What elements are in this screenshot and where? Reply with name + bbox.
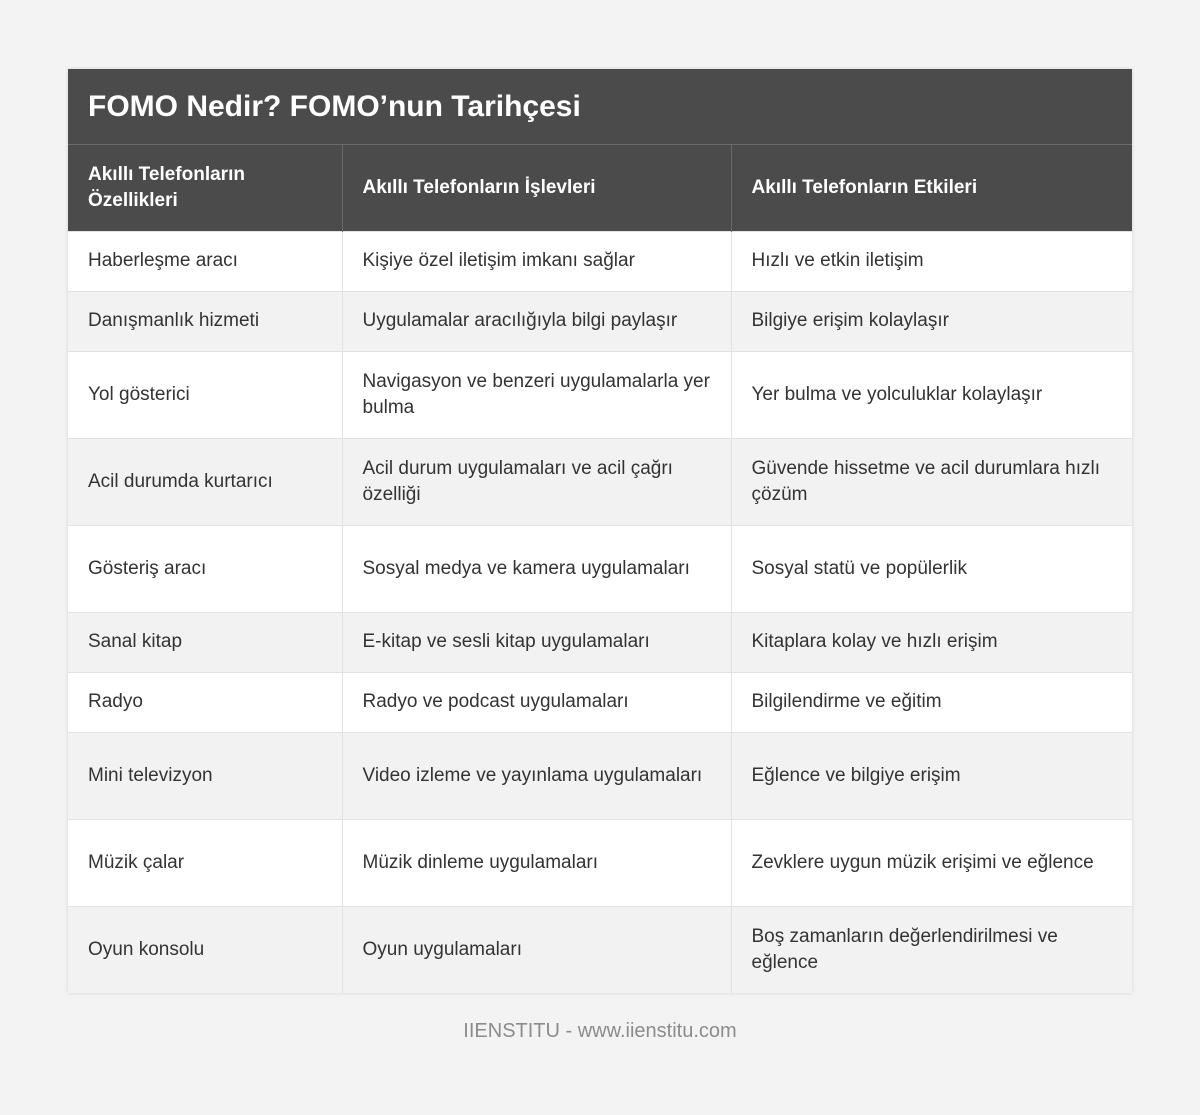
table-cell: Gösteriş aracı <box>68 525 342 612</box>
table-cell: Müzik çalar <box>68 819 342 906</box>
table-cell: Radyo ve podcast uygulamaları <box>342 672 731 732</box>
table-row <box>68 351 1132 438</box>
table-row <box>68 231 1132 291</box>
table-cell: Oyun uygulamaları <box>342 906 731 993</box>
table-cell: Eğlence ve bilgiye erişim <box>731 732 1132 819</box>
table-row <box>68 906 1132 993</box>
table-cell: Navigasyon ve benzeri uygulamalarla yer bulma <box>342 351 731 438</box>
table-cell: Haberleşme aracı <box>68 231 342 291</box>
table-row <box>68 732 1132 819</box>
table-row <box>68 525 1132 612</box>
table-row <box>68 291 1132 351</box>
table-cell: Güvende hissetme ve acil durumlara hızlı çözüm <box>731 438 1132 525</box>
table-cell: Kişiye özel iletişim imkanı sağlar <box>342 231 731 291</box>
table-cell: Boş zamanların değerlendirilmesi ve eğlence <box>731 906 1132 993</box>
data-table <box>68 145 1132 993</box>
table-cell: Oyun konsolu <box>68 906 342 993</box>
table-cell: Zevklere uygun müzik erişimi ve eğlence <box>731 819 1132 906</box>
table-cell: Hızlı ve etkin iletişim <box>731 231 1132 291</box>
table-cell: Acil durumda kurtarıcı <box>68 438 342 525</box>
table-cell: Sanal kitap <box>68 612 342 672</box>
table-cell: Müzik dinleme uygulamaları <box>342 819 731 906</box>
table-row <box>68 672 1132 732</box>
table-cell: Yol gösterici <box>68 351 342 438</box>
table-cell: Video izleme ve yayınlama uygulamaları <box>342 732 731 819</box>
table-cell: Bilgiye erişim kolaylaşır <box>731 291 1132 351</box>
table-row <box>68 612 1132 672</box>
table-cell: E-kitap ve sesli kitap uygulamaları <box>342 612 731 672</box>
table-cell: Sosyal medya ve kamera uygulamaları <box>342 525 731 612</box>
table-cell: Danışmanlık hizmeti <box>68 291 342 351</box>
table-cell: Mini televizyon <box>68 732 342 819</box>
table-cell: Uygulamalar aracılığıyla bilgi paylaşır <box>342 291 731 351</box>
page-title: FOMO Nedir? FOMO’nun Tarihçesi <box>68 69 1132 145</box>
table-cell: Radyo <box>68 672 342 732</box>
table-row <box>68 819 1132 906</box>
column-header-features: Akıllı Telefonların Özellikleri <box>68 145 342 231</box>
table-cell: Yer bulma ve yolculuklar kolaylaşır <box>731 351 1132 438</box>
table-row <box>68 438 1132 525</box>
column-header-functions: Akıllı Telefonların İşlevleri <box>342 145 731 231</box>
table-cell: Bilgilendirme ve eğitim <box>731 672 1132 732</box>
table-cell: Acil durum uygulamaları ve acil çağrı özelliği <box>342 438 731 525</box>
column-header-effects: Akıllı Telefonların Etkileri <box>731 145 1132 231</box>
table-header-row <box>68 145 1132 231</box>
table-cell: Kitaplara kolay ve hızlı erişim <box>731 612 1132 672</box>
table-cell: Sosyal statü ve popülerlik <box>731 525 1132 612</box>
table-card <box>68 69 1132 993</box>
footer-credit: IIENSTITU - www.iienstitu.com <box>463 1020 737 1042</box>
